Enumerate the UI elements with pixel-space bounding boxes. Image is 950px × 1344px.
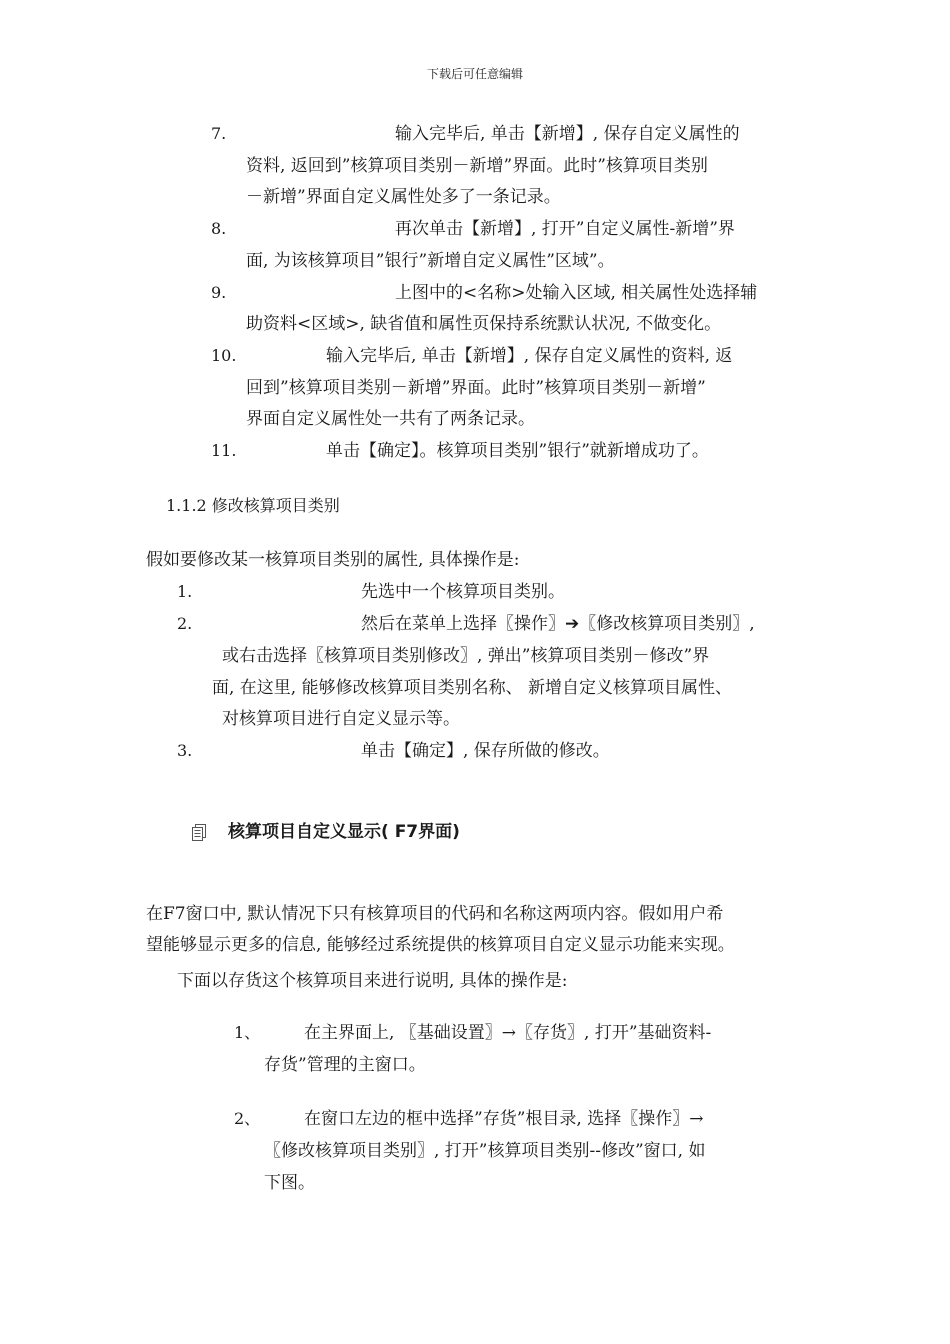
list-text-line: 对核算项目进行自定义显示等。 bbox=[222, 709, 460, 729]
list-number: 3. bbox=[177, 741, 193, 760]
paragraph-line: 望能够显示更多的信息, 能够经过系统提供的核算项目自定义显示功能来实现。 bbox=[146, 935, 735, 955]
list-text-line: 助资料<区域>, 缺省值和属性页保持系统默认状况, 不做变化。 bbox=[246, 314, 722, 334]
list-text-line: 单击【确定】, 保存所做的修改。 bbox=[361, 741, 610, 761]
list-text-line: 面, 为该核算项目”银行”新增自定义属性”区域”。 bbox=[246, 251, 615, 271]
paragraph: 假如要修改某一核算项目类别的属性, 具体操作是: bbox=[146, 550, 520, 570]
list-number: 2. bbox=[177, 614, 193, 633]
list-text-line: －新增”界面自定义属性处多了一条记录。 bbox=[246, 187, 561, 207]
list-number: 8. bbox=[211, 219, 227, 238]
list-text-line: 输入完毕后, 单击【新增】, 保存自定义属性的资料, 返 bbox=[326, 346, 733, 366]
list-text-line: 然后在菜单上选择〖操作〗➔〖修改核算项目类别〗, bbox=[361, 614, 755, 634]
paragraph: 下面以存货这个核算项目来进行说明, 具体的操作是: bbox=[177, 971, 568, 991]
list-text-line: 单击【确定】。核算项目类别”银行”就新增成功了。 bbox=[326, 441, 709, 461]
list-text-line: 输入完毕后, 单击【新增】, 保存自定义属性的 bbox=[395, 124, 740, 144]
list-text-line: 在窗口左边的框中选择”存货”根目录, 选择〖操作〗→ bbox=[304, 1109, 704, 1129]
list-text-line: 面, 在这里, 能够修改核算项目类别名称、 新增自定义核算项目属性、 bbox=[212, 678, 733, 698]
list-text-line: 先选中一个核算项目类别。 bbox=[361, 582, 565, 602]
document-icon bbox=[192, 824, 206, 841]
paragraph-line: 在F7窗口中, 默认情况下只有核算项目的代码和名称这两项内容。假如用户希 bbox=[146, 904, 724, 924]
list-number: 9. bbox=[211, 283, 227, 302]
list-number: 1. bbox=[177, 582, 193, 601]
list-number: 1、 bbox=[234, 1023, 261, 1042]
list-text-line: 或右击选择〖核算项目类别修改〗, 弹出”核算项目类别－修改”界 bbox=[222, 646, 710, 666]
list-text-line: 〖修改核算项目类别〗, 打开”核算项目类别--修改”窗口, 如 bbox=[264, 1141, 706, 1161]
list-text-line: 再次单击【新增】, 打开”自定义属性-新增”界 bbox=[395, 219, 735, 239]
list-text-line: 下图。 bbox=[264, 1173, 315, 1193]
section-heading: 核算项目自定义显示( F7界面) bbox=[228, 822, 460, 842]
list-text-line: 在主界面上, 〖基础设置〗→〖存货〗, 打开”基础资料- bbox=[304, 1023, 712, 1043]
list-text-line: 上图中的<名称>处输入区域, 相关属性处选择辅 bbox=[395, 283, 758, 303]
list-text-line: 资料, 返回到”核算项目类别－新增”界面。此时”核算项目类别 bbox=[246, 156, 708, 176]
list-text-line: 界面自定义属性处一共有了两条记录。 bbox=[246, 409, 535, 429]
list-number: 2、 bbox=[234, 1109, 261, 1128]
list-number: 7. bbox=[211, 124, 227, 143]
list-text-line: 回到”核算项目类别－新增”界面。此时”核算项目类别－新增” bbox=[246, 378, 706, 398]
list-number: 11. bbox=[211, 441, 237, 460]
section-heading: 1.1.2 修改核算项目类别 bbox=[166, 496, 340, 515]
page-header: 下载后可任意编辑 bbox=[426, 67, 523, 81]
list-text-line: 存货”管理的主窗口。 bbox=[264, 1055, 426, 1075]
list-number: 10. bbox=[211, 346, 237, 365]
